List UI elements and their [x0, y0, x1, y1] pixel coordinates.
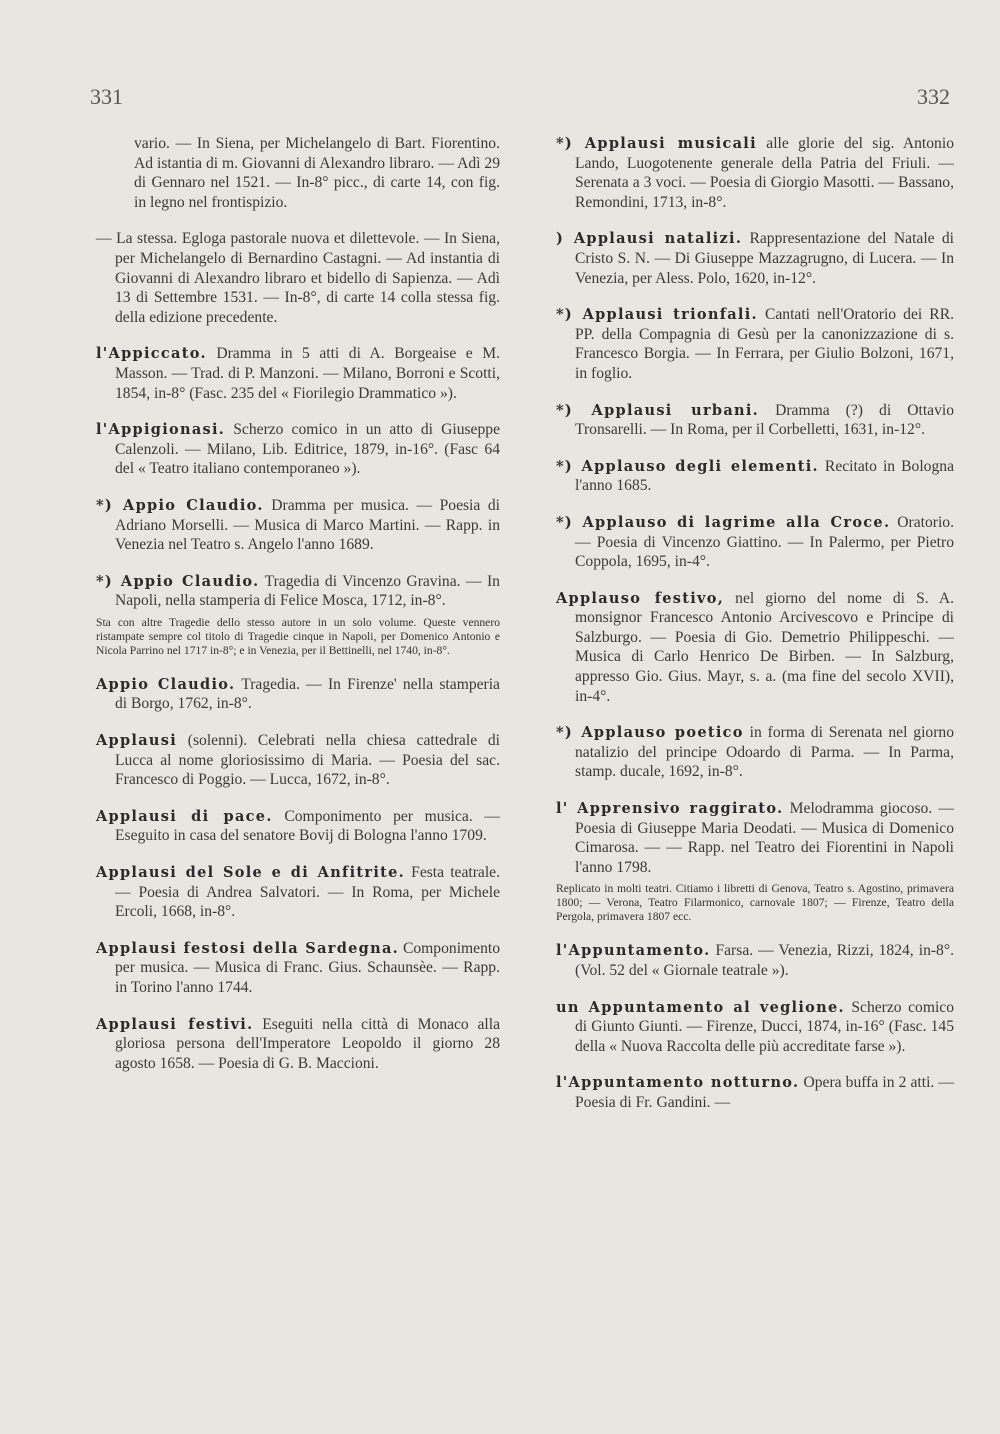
entry-text: alle glorie del sig. Antonio Lando, Luogotenente generale della Patria del Friuli. — Serenata a 3 voci. — Poesia di Giorgio Masotti. — Bassano, Remondini, 1713, in-8°. [575, 135, 954, 211]
entry-text: Eseguiti nella città di Monaco alla gloriosa persona dell'Imperatore Leopoldo il giorno 28 agosto 1658. — Poesia di G. B. Maccioni. [115, 1015, 500, 1072]
entry-text: Scherzo comico in un atto di Giuseppe Calenzoli. — Milano, Lib. Editrice, 1879, in-16°. (Fasc 64 del « Teatro italiano contemporaneo »). [115, 421, 500, 478]
entry-text: Dramma per musica. — Poesia di Adriano Morselli. — Musica di Marco Martini. — Rapp. in Venezia nel Teatro s. Angelo l'anno 1689. [115, 496, 500, 554]
catalog-entry [556, 401, 954, 440]
page-number-right: 332 [917, 84, 950, 109]
entry-note: Sta con altre Tragedie dello stesso autore in un solo volume. Queste vennero ristampate sempre col titolo di Tragedie cinque in Napoli, per Domenico Antonio e Nicola Parrino nel 1717 in-8°; e in Venezia, per il Bettinelli, nel 1740, in-8°. [96, 615, 500, 657]
catalog-entry [96, 496, 500, 555]
entry-heading: *) Applausi trionfali. [556, 306, 758, 324]
catalog-entry [556, 723, 954, 782]
left-column [96, 134, 500, 1090]
entry-heading: l'Appuntamento notturno. [556, 1074, 800, 1092]
entry-text: — La stessa. Egloga pastorale nuova et dilettevole. — In Siena, per Michelangelo di Bernardino Castagni. — Ad instantia di Giovanni di Alexandro libraro et bidello di Sapienza. — Adì 13 di Settembre 1531. — In-8°, di carte 14 colla stessa fig. della edizione precedente. [96, 230, 500, 326]
entry-text: Tragedia. — In Firenze' nella stamperia di Borgo, 1762, in-8°. [115, 675, 500, 713]
entry-heading: Applausi [96, 732, 178, 750]
entry-heading: Applausi del Sole e di Anfitrite. [96, 864, 405, 882]
entry-heading: *) Applauso degli elementi. [556, 457, 819, 475]
catalog-entry [96, 572, 500, 611]
entry-text: Componimento per musica. — Eseguito in casa del senatore Bovij di Bologna l'anno 1709. [115, 807, 500, 845]
entry-heading: l'Appigionasi. [96, 421, 226, 439]
entry-text: vario. — In Siena, per Michelangelo di Bart. Fiorentino. Ad istantia di m. Giovanni di Alexandro libraro. — Adì 29 di Gennaro nel 1521. — In-8° picc., di carte 14, con fig. in legno nel frontispizio. [134, 135, 500, 211]
page-number-left: 331 [90, 84, 123, 109]
catalog-entry [96, 1015, 500, 1074]
catalog-entry [96, 807, 500, 846]
catalog-entry [96, 863, 500, 922]
entry-text: Festa teatrale. — Poesia di Andrea Salvatori. — In Roma, per Michele Ercoli, 1668, in-8°. [115, 864, 500, 921]
entry-heading: Applausi festivi. [96, 1015, 254, 1033]
catalog-entry [556, 134, 954, 212]
entry-text: Melodramma giocoso. — Poesia di Giuseppe Maria Deodati. — Musica di Domenico Cimarosa. — — Rapp. nel Teatro dei Fiorentini in Napoli l'anno 1798. [575, 800, 954, 876]
entry-heading: l'Appiccato. [96, 345, 207, 363]
right-column [556, 134, 954, 1130]
catalog-entry [96, 134, 500, 212]
entry-text: nel giorno del nome di S. A. monsignor Francesco Antonio Arcivescovo e Principe di Salzburgo. — Poesia di Gio. Demetrio Philippeschi. — Musica di Carlo Henrico De Birben. — In Salzburg, appresso Gio. Gius. Mayr, s. a. (ma fine del secolo XVII), in-4°. [575, 589, 955, 705]
catalog-entry [96, 939, 500, 998]
entry-text: Tragedia di Vincenzo Gravina. — In Napoli, nella stamperia di Felice Mosca, 1712, in-8°. [115, 572, 500, 610]
entry-text: in forma di Serenata nel giorno natalizio del principe Odoardo di Parma. — In Parma, stamp. ducale, 1692, in-8°. [575, 724, 954, 781]
entry-text: Scherzo comico di Giunto Giunti. — Firenze, Ducci, 1874, in-16° (Fasc. 145 della « Nuova Raccolta delle più accreditate farse »). [575, 998, 955, 1055]
catalog-entry [556, 305, 954, 383]
catalog-entry [96, 675, 500, 714]
entry-heading: Appio Claudio. [96, 675, 236, 693]
entry-text: Recitato in Bologna l'anno 1685. [575, 457, 954, 495]
entry-heading: *) Applauso di lagrime alla Croce. [556, 513, 891, 531]
catalog-entry [556, 457, 954, 496]
entry-heading: un Appuntamento al veglione. [556, 998, 845, 1016]
catalog-entry [96, 229, 500, 327]
entry-heading: *) Applausi urbani. [556, 401, 760, 419]
entry-text: Dramma (?) di Ottavio Tronsarelli. — In Roma, per il Corbelletti, 1631, in-12°. [575, 401, 954, 439]
catalog-entry [556, 998, 954, 1057]
catalog-entry [96, 731, 500, 790]
entry-heading: Applausi festosi della Sardegna. [96, 939, 400, 957]
catalog-entry [556, 1073, 954, 1112]
entry-heading: Applauso festivo, [556, 589, 725, 607]
entry-text: Dramma in 5 atti di A. Borgeaise e M. Masson. — Trad. di P. Manzoni. — Milano, Borroni e Scotti, 1854, in-8° (Fasc. 235 del « Fiorilegio Drammatico »). [115, 345, 500, 402]
entry-heading: *) Applausi musicali [556, 135, 757, 152]
entry-text: Componimento per musica. — Musica di Franc. Gius. Schaunsèe. — Rapp. in Torino l'anno 1744. [115, 939, 500, 996]
entry-text: Farsa. — Venezia, Rizzi, 1824, in-8°. (Vol. 52 del « Giornale teatrale »). [575, 942, 954, 979]
entry-heading: ) Applausi natalizi. [556, 230, 743, 248]
catalog-entry [556, 513, 954, 572]
entry-text: Opera buffa in 2 atti. — Poesia di Fr. Gandini. — [575, 1074, 954, 1111]
entry-text: Oratorio. — Poesia di Vincenzo Giattino. — In Palermo, per Pietro Coppola, 1695, in-4°. [575, 513, 955, 571]
entry-heading: l' Apprensivo raggirato. [556, 800, 784, 818]
catalog-entry [556, 589, 954, 707]
catalog-entry [556, 229, 954, 288]
catalog-entry [96, 344, 500, 403]
catalog-entry [556, 799, 954, 877]
catalog-entry [556, 941, 954, 980]
entry-text: Cantati nell'Oratorio dei RR. PP. della Compagnia di Gesù per la canonizzazione di s. Francesco Borgia. — In Ferrara, per Giulio Bolzoni, 1671, in foglio. [575, 306, 954, 382]
entry-heading: *) Appio Claudio. [96, 572, 260, 590]
entry-note: Replicato in molti teatri. Citiamo i libretti di Genova, Teatro s. Agostino, primavera 1800; — Verona, Teatro Filarmonico, carnovale 1807; — Firenze, Teatro della Pergola, primavera 1807 ecc. [556, 882, 954, 924]
catalog-entry [96, 420, 500, 479]
entry-text: Rappresentazione del Natale di Cristo S. N. — Di Giuseppe Mazzagrugno, di Lucera. — In Venezia, per Aless. Polo, 1620, in-12°. [575, 230, 954, 287]
entry-heading: *) Appio Claudio. [96, 496, 264, 514]
entry-heading: *) Applauso poetico [556, 724, 744, 742]
entry-heading: l'Appuntamento. [556, 942, 711, 960]
entry-text: (solenni). Celebrati nella chiesa cattedrale di Lucca al nome gloriosissimo di Maria. — Poesia del sac. Francesco di Poggio. — Lucca, 1672, in-8°. [115, 732, 500, 789]
entry-heading: Applausi di pace. [96, 807, 273, 825]
